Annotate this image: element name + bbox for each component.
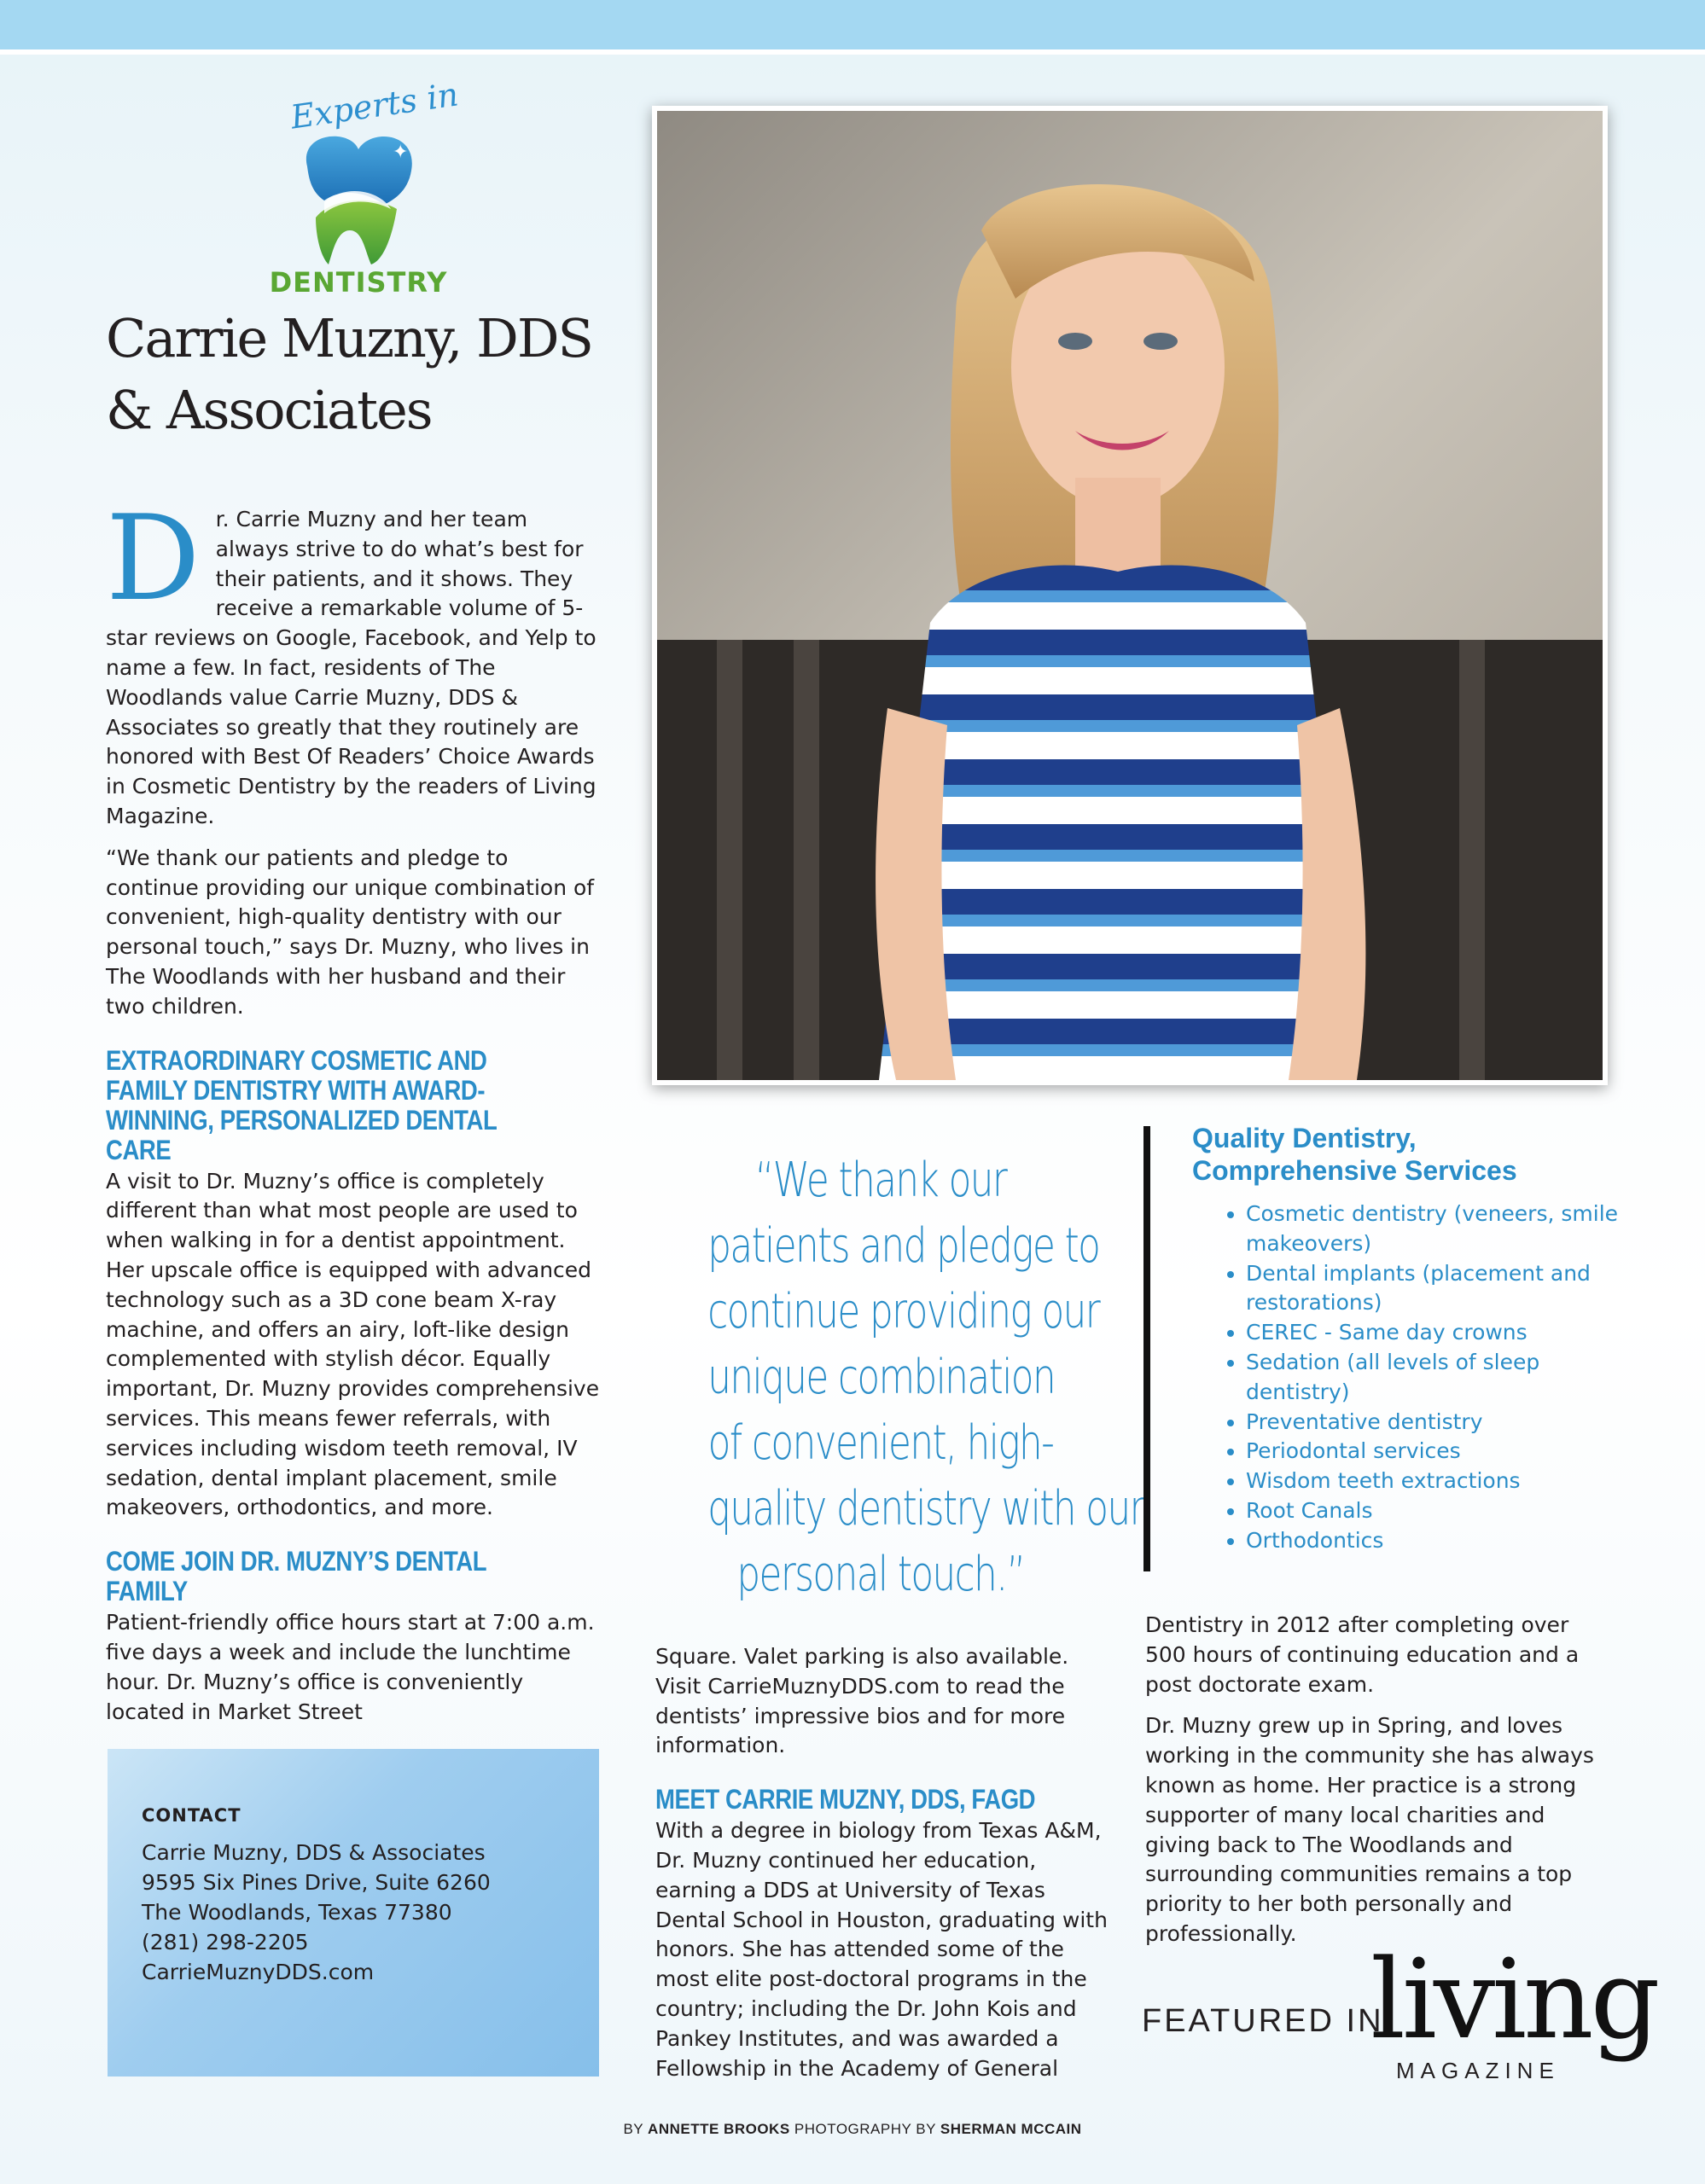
service-item: • Wisdom teeth extractions — [1246, 1467, 1647, 1496]
tooth-logo-icon — [290, 124, 427, 269]
pull-quote-line: “We thank our — [754, 1153, 1007, 1208]
living-wordmark: living — [1370, 1937, 1657, 2064]
top-color-bar — [0, 0, 1705, 49]
intro-paragraph-1 — [106, 490, 601, 832]
section-body-join: Patient-friendly office hours start at 7:00 a.m. five days a week and include the lunchtime hour. Dr. Muzny’s office is conveniently located in Market Street — [106, 1610, 595, 1724]
section-body-meet: With a degree in biology from Texas A&M, Dr. Muzny continued her education, earning a DDS at University of Texas Dental School in Houston, graduating with honors. She has attended some of the most elite post-doctoral programs in the country; including the Dr. John Kois and Pankey Institutes, and was awarded a Fellowship in the Academy of General — [655, 1818, 1108, 2081]
author-name: ANNETTE BROOKS — [648, 2121, 790, 2137]
logo-script-text: Experts in — [288, 75, 461, 136]
service-item: • Periodontal services — [1246, 1437, 1647, 1467]
service-item: • Dental implants (placement and restorations) — [1246, 1259, 1647, 1319]
featured-prefix: FEATURED IN — [1142, 2003, 1384, 2039]
service-item: • Orthodontics — [1246, 1526, 1647, 1556]
service-item: • Cosmetic dentistry (veneers, smile makeovers) — [1246, 1199, 1647, 1259]
right-paragraph-2: Dr. Muzny grew up in Spring, and loves working in the community she has always known as home. Her practice is a strong supporter of many local charities and giving back to The Woodlands and surrounding communities remains a top priority to her both personally and professionally. — [1145, 1713, 1594, 1946]
byline-credits — [0, 2121, 1705, 2138]
by-label: BY — [623, 2121, 643, 2137]
magazine-wordmark: MAGAZINE — [1396, 2058, 1560, 2083]
photographer-name: SHERMAN MCCAIN — [940, 2121, 1082, 2137]
right-paragraph-1: Dentistry in 2012 after completing over 500 hours of continuing education and a post doctorate exam. — [1145, 1612, 1580, 1697]
pull-quote-line: continue providing our — [707, 1284, 1100, 1339]
drop-cap: D — [106, 490, 201, 627]
portrait-photo — [652, 106, 1608, 1085]
services-divider-bar — [1143, 1126, 1150, 1571]
services-title-line-1: Quality Dentistry, — [1192, 1123, 1417, 1153]
section-body-cosmetic: A visit to Dr. Muzny’s office is completely different than what most people are used to when walking in for a dentist appointment. Her upscale office is equipped with advanced technology such as a 3D cone beam X-ray machine, and offers an airy, loft-like design complemented with stylish décor. Equally important, Dr. Muzny provides comprehensive services. This means fewer referrals, with services including wisdom teeth removal, IV sedation, dental implant placement, smile makeovers, orthodontics, and more. — [106, 1168, 600, 1520]
featured-in-living-logo — [1140, 1937, 1657, 2107]
contact-title: CONTACT — [142, 1805, 241, 1826]
portrait-illustration — [657, 111, 1603, 1080]
logo-word-text: DENTISTRY — [269, 266, 448, 299]
contact-city: The Woodlands, Texas 77380 — [142, 1900, 452, 1925]
service-item: • Preventative dentistry — [1246, 1408, 1647, 1438]
top-divider-line — [0, 49, 1705, 55]
pull-quote-line: of convenient, high- — [707, 1415, 1054, 1471]
pull-quote-line: quality dentistry with our — [707, 1481, 1144, 1536]
contact-details — [142, 1838, 491, 1987]
title-line-1: Carrie Muzny, DDS — [106, 307, 593, 369]
intro-paragraph-2: “We thank our patients and pledge to continue providing our unique combination of convenient, high-quality dentistry with our personal touch,” says Dr. Muzny, who lives in The Woodlands with her husband and their two children. — [106, 845, 595, 1019]
page-title — [106, 303, 618, 446]
service-item: • Root Canals — [1246, 1496, 1647, 1526]
contact-box — [108, 1749, 599, 2077]
photo-label: PHOTOGRAPHY BY — [794, 2121, 936, 2137]
intro-paragraph-1-text: r. Carrie Muzny and her team always strive to do what’s best for their patients, and it shows. They receive a remarkable volume of 5-star reviews on Google, Facebook, and Yelp to name a few. In fact, residents of The Woodlands value Carrie Muzny, DDS & Associates so greatly that they routinely are honored with Best Of Readers’ Choice Awards in Cosmetic Dentistry by the readers of Living Magazine. — [106, 507, 596, 828]
contact-website[interactable]: CarrieMuznyDDS.com — [142, 1960, 375, 1984]
experts-in-dentistry-logo — [256, 75, 461, 299]
pull-quote-line: patients and pledge to — [707, 1218, 1100, 1274]
contact-business-name: Carrie Muzny, DDS & Associates — [142, 1840, 486, 1865]
middle-column — [655, 1642, 1116, 2095]
section-heading-cosmetic: EXTRAORDINARY COSMETIC AND FAMILY DENTISTRY WITH AWARD-WINNING, PERSONALIZED DENTAL CARE — [106, 1044, 497, 1165]
services-title-line-2: Comprehensive Services — [1192, 1155, 1517, 1186]
title-line-2: & Associates — [106, 379, 432, 441]
service-item: • Sedation (all levels of sleep dentistry) — [1246, 1348, 1647, 1408]
pull-quote-line: personal touch.” — [736, 1547, 1025, 1602]
pull-quote — [707, 1147, 1144, 1607]
pull-quote-line: unique combination — [707, 1350, 1056, 1405]
section-heading-meet: MEET CARRIE MUZNY, DDS, FAGD — [655, 1784, 1036, 1815]
middle-continued-text: Square. Valet parking is also available. Visit CarrieMuznyDDS.com to read the dentists’ impressive bios and for more information. — [655, 1644, 1069, 1758]
services-list — [1216, 1199, 1647, 1556]
service-item: • CEREC - Same day crowns — [1246, 1318, 1647, 1348]
left-column — [106, 490, 601, 1739]
section-heading-join: COME JOIN DR. MUZNY’S DENTAL FAMILY — [106, 1546, 486, 1607]
contact-street: 9595 Six Pines Drive, Suite 6260 — [142, 1870, 491, 1895]
svg-text:✦: ✦ — [393, 142, 409, 163]
contact-phone[interactable]: (281) 298-2205 — [142, 1930, 309, 1955]
right-column — [1145, 1611, 1606, 1961]
services-title — [1192, 1122, 1619, 1187]
